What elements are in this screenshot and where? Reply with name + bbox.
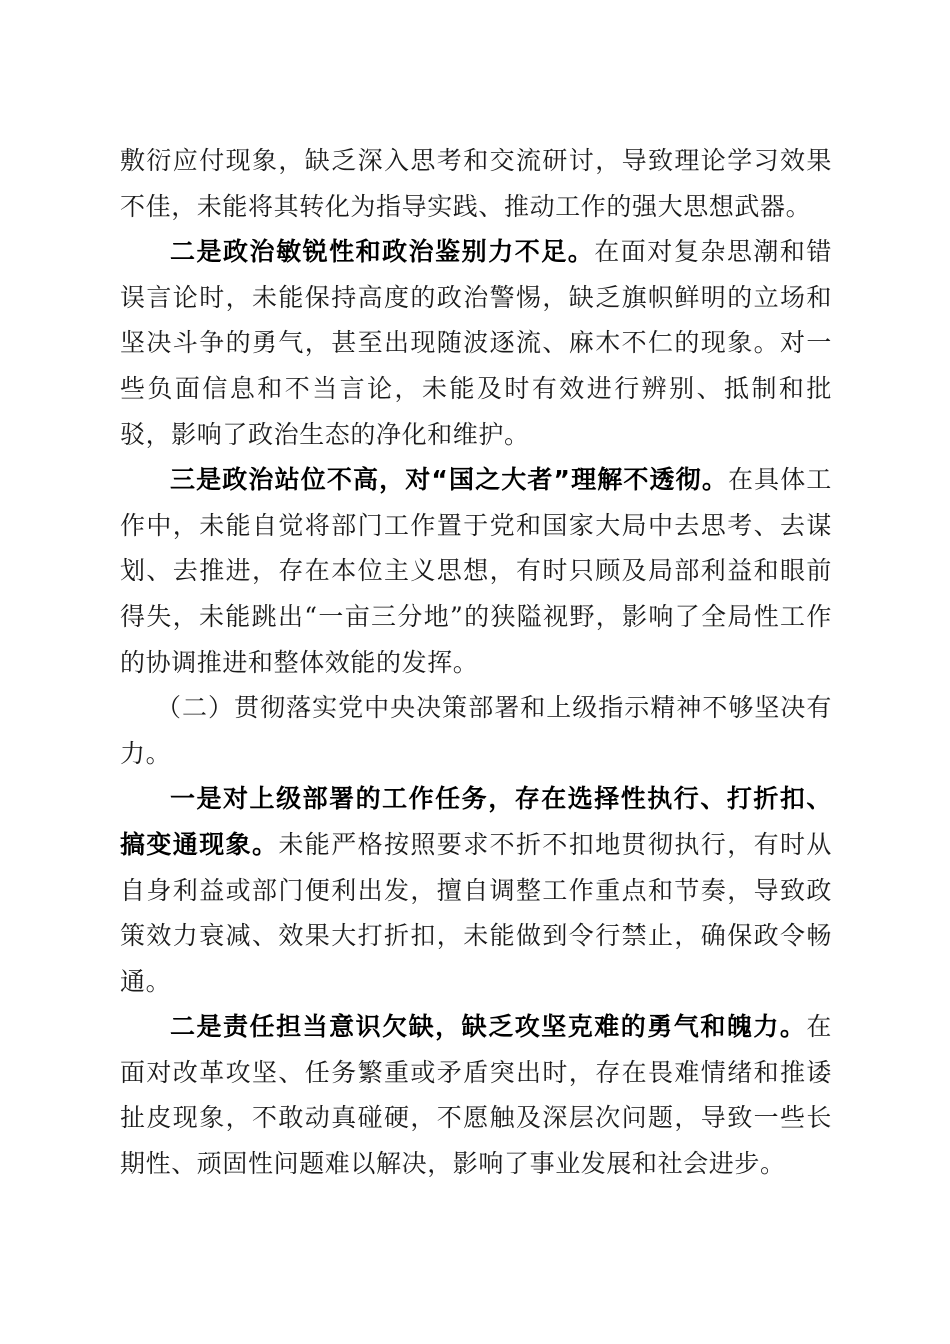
paragraph-point-political-sensitivity [120,229,832,457]
section-heading-text: （二）贯彻落实党中央决策部署和上级指示精神不够坚决有力。 [120,693,832,768]
document-body [120,138,832,1187]
paragraph-point-selective-execution [120,776,832,1004]
paragraph-text: 在面对复杂思潮和错误言论时，未能保持高度的政治警惕，缺乏旗帜鲜明的立场和坚决斗争的勇气，甚至出现随波逐流、麻木不仁的现象。对一些负面信息和不当言论，未能及时有效进行辨别、抵制和批驳，影响了政治生态的净化和维护。 [120,237,832,449]
paragraph-point-political-stance [120,457,832,685]
point-heading: 一是对上级部署的工作任务，存在选择性执行、打折扣、搞变通现象。 [120,784,832,859]
point-heading: 二是政治敏锐性和政治鉴别力不足。 [170,237,595,267]
paragraph-text: 在面对改革攻坚、任务繁重或矛盾突出时，存在畏难情绪和推诿扯皮现象，不敢动真碰硬，不愿触及深层次问题，导致一些长期性、顽固性问题难以解决，影响了事业发展和社会进步。 [120,1012,832,1179]
paragraph-point-responsibility [120,1004,832,1186]
paragraph-text: 敷衍应付现象，缺乏深入思考和交流研讨，导致理论学习效果不佳，未能将其转化为指导实践、推动工作的强大思想武器。 [120,146,832,221]
paragraph-text: 未能严格按照要求不折不扣地贯彻执行，有时从自身利益或部门便利出发，擅自调整工作重点和节奏，导致政策效力衰减、效果大打折扣，未能做到令行禁止，确保政令畅通。 [120,829,832,996]
section-heading-2 [120,685,832,776]
point-heading: 三是政治站位不高，对“国之大者”理解不透彻。 [170,465,728,495]
point-heading: 二是责任担当意识欠缺，缺乏攻坚克难的勇气和魄力。 [170,1012,807,1042]
paragraph-continuation [120,138,832,229]
paragraph-text: 在具体工作中，未能自觉将部门工作置于党和国家大局中去思考、去谋划、去推进，存在本位主义思想，有时只顾及局部利益和眼前得失，未能跳出“一亩三分地”的狭隘视野，影响了全局性工作的协调推进和整体效能的发挥。 [120,465,832,677]
